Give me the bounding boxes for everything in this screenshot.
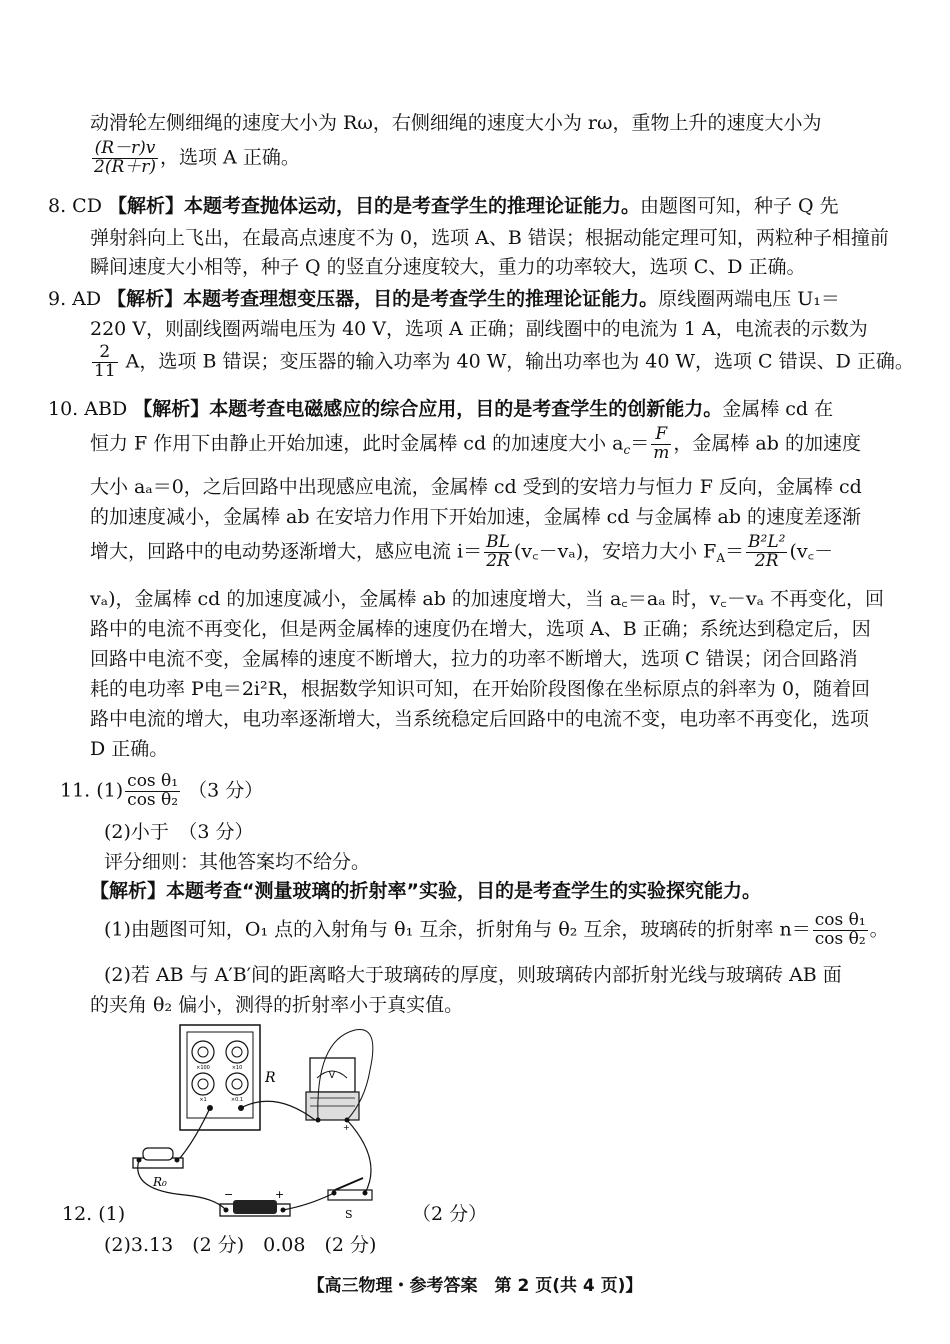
battery (220, 1188, 290, 1216)
q8-analysis-tag: 【解析】本题考查抛体运动，目的是考查学生的推理论证能力。 (108, 195, 641, 217)
q8-line1: 8. CD 【解析】本题考查抛体运动，目的是考查学生的推理论证能力。由题图可知，种子 Q 先 (48, 195, 839, 217)
voltmeter (306, 1058, 359, 1132)
q11-answer-fraction: $\frac{\text{cos θ₁}}{\text{cos θ₂}}$ (127, 771, 179, 810)
q10-analysis-tag: 【解析】本题考查电磁感应的综合应用，目的是考查学生的创新能力。 (133, 398, 723, 420)
q10-accel-fraction: $\frac{F}{m}$ (653, 424, 670, 463)
page-footer: 【高三物理・参考答案 第 2 页(共 4 页)】 (307, 1276, 643, 1296)
q7-line2: $\frac{(R-r)v}{2(R+r)}$ ，选项 A 正确。 (94, 138, 300, 177)
q11-explain2: (2)若 AB 与 A′B′间的距离略大于玻璃砖的厚度，则玻璃砖内部折射光线与玻璃砖 AB 面 (104, 964, 842, 986)
svg-text:×1: ×1 (199, 1097, 207, 1103)
label-S: S (345, 1208, 353, 1221)
q11-analysis-tag: 【解析】本题考查“测量玻璃的折射率”实验，目的是考查学生的实验探究能力。 (90, 880, 761, 902)
svg-text:×100: ×100 (196, 1065, 210, 1071)
q7-line1: 动滑轮左侧细绳的速度大小为 Rω，右侧细绳的速度大小为 rω，重物上升的速度大小为 (90, 112, 822, 134)
q12-number: 12. (1) (62, 1203, 126, 1225)
q10-line9: 耗的电功率 P电＝2i²R，根据数学知识可知，在开始阶段图像在坐标原点的斜率为 0，随着回 (90, 678, 871, 700)
q10-line1: 10. ABD 【解析】本题考查电磁感应的综合应用，目的是考查学生的创新能力。金属棒 cd 在 (48, 398, 834, 420)
q9-line2: 220 V，则副线圈两端电压为 40 V，选项 A 正确；副线圈中的电流为 1 A，电流表的示数为 (90, 318, 868, 340)
q11-part1: 11. (1) $\frac{\text{cos θ₁}}{\text{cos θ₂}}$ （3 分） (60, 771, 264, 810)
q9-line1: 9. AD 【解析】本题考查理想变压器，目的是考查学生的推理论证能力。原线圈两端电压 U₁＝ (48, 288, 840, 310)
q11-part2: (2)小于 （3 分） (104, 821, 254, 843)
q10-line6: vₐ)，金属棒 cd 的加速度减小，金属棒 ab 的加速度增大，当 a꜀＝aₐ 时，v꜀－vₐ 不再变化，回 (90, 588, 884, 610)
label-R0: R₀ (153, 1175, 167, 1189)
q11-number: 11. (1) (60, 779, 124, 802)
q10-line5: 增大，回路中的电动势逐渐增大，感应电流 i＝ $\frac{BL}{2R}$ (v꜀－vₐ)，安培力大小 $F_A=$ $\frac{\text{B²L²}}{2R}$ (v꜀－ (90, 532, 834, 571)
q12-part2: (2)3.13 (2 分) 0.08 (2 分) (104, 1234, 377, 1256)
q10-number: 10. ABD (48, 398, 128, 420)
q10-line2: 恒力 F 作用下由静止开始加速，此时金属棒 cd 的加速度大小 $a_c=$ $\frac{F}{m}$ ，金属棒 ab 的加速度 (90, 424, 861, 463)
q10-current-fraction: $\frac{BL}{2R}$ (486, 532, 510, 571)
q10-line11: D 正确。 (90, 738, 169, 760)
q10-line3: 大小 aₐ＝0，之后回路中出现感应电流，金属棒 cd 受到的安培力与恒力 F 反向，金属棒 cd (90, 476, 862, 498)
q12-score1: （2 分） (412, 1203, 488, 1225)
svg-text:×0.1: ×0.1 (230, 1097, 244, 1103)
q11-explain1: (1)由题图可知，O₁ 点的入射角与 θ₁ 互余，折射角与 θ₂ 互余，玻璃砖的折射率 n＝ $\frac{\text{cos θ₁}}{\text{cos θ₂}}$ 。 (104, 910, 889, 949)
q12-part1 (62, 1203, 125, 1226)
q10-line4: 的加速度减小，金属棒 ab 在安培力作用下开始加速，金属棒 cd 与金属棒 ab 的速度差逐渐 (90, 506, 862, 528)
q10-line8: 回路中电流不变，金属棒的速度不断增大，拉力的功率不断增大，选项 C 错误；闭合回路消 (90, 648, 858, 670)
svg-text:+: + (275, 1188, 285, 1201)
q10-line10: 路中电流的增大，电功率逐渐增大，当系统稳定后回路中的电流不变，电功率不再变化，选项 (90, 708, 870, 730)
svg-text:+: + (343, 1123, 350, 1132)
q9-line3: $\frac{2}{11}$ A，选项 B 错误；变压器的输入功率为 40 W，输出功率也为 40 W，选项 C 错误、D 正确。 (94, 342, 914, 381)
q8-line3: 瞬间速度大小相等，种子 Q 的竖直分速度较大，重力的功率较大，选项 C、D 正确。 (90, 256, 806, 278)
q7-fraction: $\frac{(R-r)v}{2(R+r)}$ (94, 138, 157, 177)
q10-line7: 路中的电流不再变化，但是两金属棒的速度仍在增大，选项 A、B 正确；系统达到稳定后，因 (90, 618, 871, 640)
q8-line2: 弹射斜向上飞出，在最高点速度不为 0，选项 A、B 错误；根据动能定理可知，两粒种子相撞前 (90, 227, 889, 249)
q11-scoring-rule: 评分细则：其他答案均不给分。 (104, 851, 371, 873)
switch-S (328, 1178, 372, 1200)
label-R: R (265, 1070, 276, 1086)
q11-index-fraction: $\frac{\text{cos θ₁}}{\text{cos θ₂}}$ (814, 910, 866, 949)
q8-number: 8. CD (48, 195, 102, 217)
q9-fraction: $\frac{2}{11}$ (94, 342, 116, 381)
svg-text:V: V (328, 1071, 336, 1081)
svg-text:−: − (224, 1188, 234, 1201)
q10-force-fraction: $\frac{\text{B²L²}}{2R}$ (748, 532, 786, 571)
q9-number: 9. AD (48, 288, 102, 310)
resistor-R0 (133, 1148, 183, 1168)
svg-text:×10: ×10 (231, 1065, 243, 1071)
q9-analysis-tag: 【解析】本题考查理想变压器，目的是考查学生的推理论证能力。 (107, 288, 659, 310)
resistance-box (180, 1025, 260, 1130)
circuit-diagram (125, 1020, 385, 1230)
q11-explain3: 的夹角 θ₂ 偏小，测得的折射率小于真实值。 (90, 994, 464, 1016)
